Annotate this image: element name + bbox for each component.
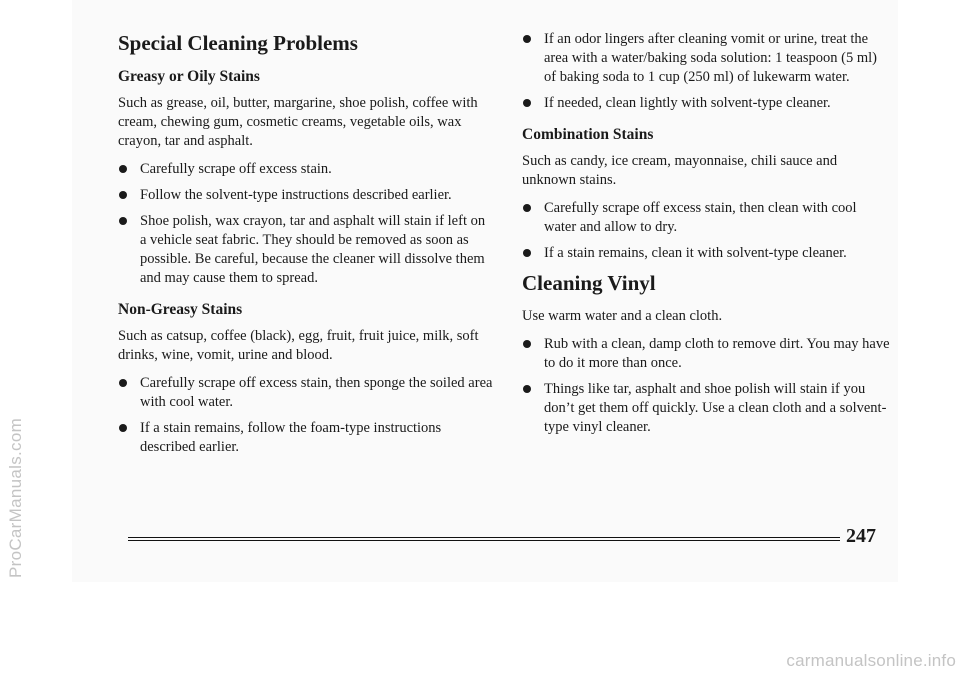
list-item — [522, 30, 892, 87]
list-item-text: If needed, clean lightly with solvent-type cleaner. — [544, 95, 831, 111]
list-item-text: Carefully scrape off excess stain. — [140, 161, 332, 177]
non-greasy-stains-list — [118, 374, 493, 457]
greasy-stains-list — [118, 160, 493, 288]
left-column — [118, 30, 493, 464]
bullet-icon — [523, 340, 531, 348]
bullet-icon — [523, 99, 531, 107]
bullet-icon — [523, 35, 531, 43]
page-number: 247 — [846, 525, 876, 547]
bullet-icon — [119, 424, 127, 432]
right-column — [522, 30, 892, 444]
bullet-icon — [523, 385, 531, 393]
list-item — [118, 374, 493, 412]
bullet-icon — [119, 191, 127, 199]
bullet-icon — [523, 204, 531, 212]
cleaning-vinyl-intro: Use warm water and a clean cloth. — [522, 308, 723, 324]
bottom-watermark: carmanualsonline.info — [786, 651, 956, 670]
odor-list — [522, 30, 892, 113]
non-greasy-stains-intro: Such as catsup, coffee (black), egg, fruit, fruit juice, milk, soft drinks, wine, vomit, urine and blood. — [118, 328, 479, 363]
bullet-icon — [119, 379, 127, 387]
list-item-text: If an odor lingers after cleaning vomit or urine, treat the area with a water/baking soda solution: 1 teaspoon (5 ml) of baking soda to 1 cup (250 ml) of lukewarm water. — [544, 31, 878, 85]
list-item — [522, 335, 892, 373]
bullet-icon — [119, 165, 127, 173]
bullet-icon — [523, 249, 531, 257]
combination-stains-intro: Such as candy, ice cream, mayonnaise, chili sauce and unknown stains. — [522, 153, 838, 188]
list-item — [522, 244, 892, 263]
list-item-text: Rub with a clean, damp cloth to remove dirt. You may have to do it more than once. — [544, 336, 890, 371]
list-item — [118, 419, 493, 457]
side-watermark: ProCarManuals.com — [6, 417, 25, 578]
cleaning-vinyl-list — [522, 335, 892, 437]
list-item — [522, 94, 892, 113]
list-item-text: If a stain remains, follow the foam-type instructions described earlier. — [140, 420, 442, 455]
list-item-text: Follow the solvent-type instructions described earlier. — [140, 187, 452, 203]
greasy-stains-intro: Such as grease, oil, butter, margarine, shoe polish, coffee with cream, chewing gum, cosmetic creams, vegetable oils, wax crayon, tar and asphalt. — [118, 95, 478, 149]
heading-greasy-stains: Greasy or Oily Stains — [118, 68, 260, 85]
list-item — [118, 160, 493, 179]
list-item-text: Shoe polish, wax crayon, tar and asphalt will stain if left on a vehicle seat fabric. They should be removed as soon as possible. Be careful, because the cleaner will dissolve them and may cause them to spread. — [140, 213, 486, 286]
list-item — [522, 380, 892, 437]
footer-rule — [128, 537, 840, 541]
list-item-text: If a stain remains, clean it with solvent-type cleaner. — [544, 245, 847, 261]
list-item-text: Carefully scrape off excess stain, then sponge the soiled area with cool water. — [140, 375, 493, 410]
list-item — [522, 199, 892, 237]
section-title-cleaning-vinyl: Cleaning Vinyl — [522, 271, 656, 295]
heading-non-greasy-stains: Non-Greasy Stains — [118, 301, 243, 318]
list-item-text: Things like tar, asphalt and shoe polish will stain if you don’t get them off quickly. Use a clean cloth and a solvent-type vinyl cleaner. — [544, 381, 887, 435]
list-item — [118, 186, 493, 205]
combination-stains-list — [522, 199, 892, 263]
section-title-special-cleaning: Special Cleaning Problems — [118, 31, 358, 55]
heading-combination-stains: Combination Stains — [522, 126, 654, 143]
list-item — [118, 212, 493, 288]
list-item-text: Carefully scrape off excess stain, then clean with cool water and allow to dry. — [544, 200, 857, 235]
bullet-icon — [119, 217, 127, 225]
